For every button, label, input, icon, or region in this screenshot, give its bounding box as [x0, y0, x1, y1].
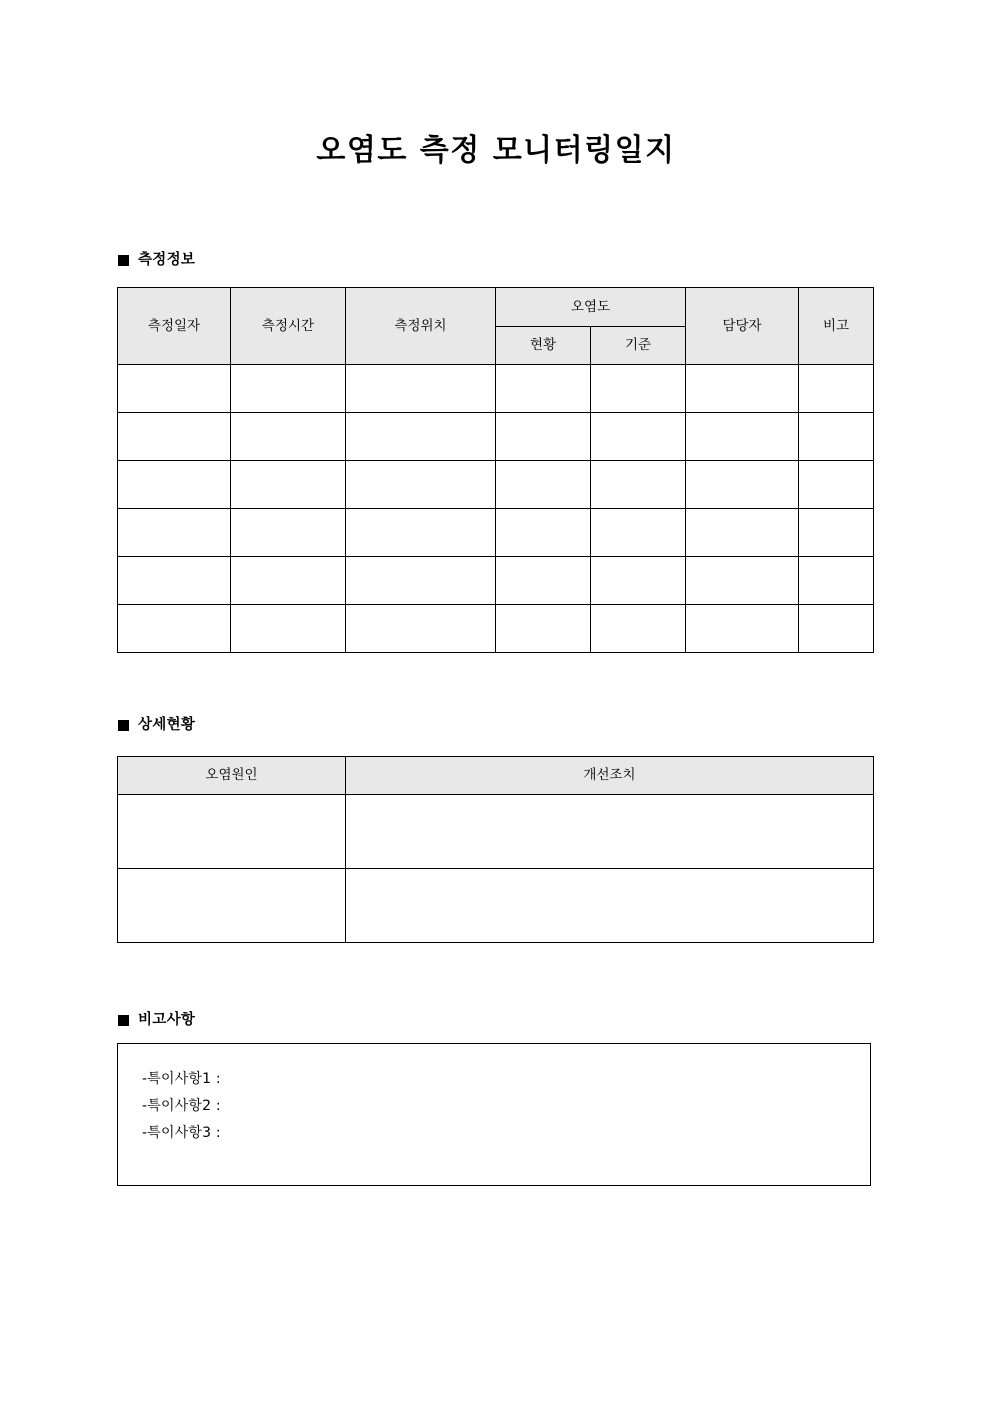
cell-measure-date[interactable] — [118, 365, 231, 413]
cell-measure-date[interactable] — [118, 605, 231, 653]
table-row — [118, 509, 874, 557]
col-header-manager: 담당자 — [686, 288, 799, 365]
cell-improvement-action[interactable] — [346, 869, 874, 943]
measurement-table-header — [118, 288, 874, 365]
cell-measure-time[interactable] — [231, 605, 346, 653]
cell-pollution-current[interactable] — [496, 365, 591, 413]
cell-measure-location[interactable] — [346, 605, 496, 653]
detail-table-body — [118, 795, 874, 943]
cell-measure-date[interactable] — [118, 557, 231, 605]
cell-measure-time[interactable] — [231, 365, 346, 413]
cell-manager[interactable] — [686, 461, 799, 509]
section-heading-measurement — [118, 253, 195, 268]
cell-pollution-current[interactable] — [496, 413, 591, 461]
col-header-measure-date: 측정일자 — [118, 288, 231, 365]
detail-table-header — [118, 757, 874, 795]
table-row — [118, 557, 874, 605]
cell-measure-time[interactable] — [231, 413, 346, 461]
cell-measure-location[interactable] — [346, 365, 496, 413]
measurement-table-body — [118, 365, 874, 653]
cell-pollution-standard[interactable] — [591, 605, 686, 653]
section-heading-label: 측정정보 — [138, 252, 196, 268]
cell-measure-location[interactable] — [346, 509, 496, 557]
cell-measure-location[interactable] — [346, 557, 496, 605]
cell-measure-time[interactable] — [231, 557, 346, 605]
cell-measure-date[interactable] — [118, 413, 231, 461]
square-bullet-icon — [118, 1015, 129, 1026]
cell-pollution-cause[interactable] — [118, 795, 346, 869]
cell-measure-date[interactable] — [118, 461, 231, 509]
col-header-improvement-action: 개선조치 — [346, 757, 874, 795]
cell-pollution-standard[interactable] — [591, 557, 686, 605]
col-header-pollution-cause: 오염원인 — [118, 757, 346, 795]
cell-measure-location[interactable] — [346, 413, 496, 461]
cell-manager[interactable] — [686, 557, 799, 605]
cell-manager[interactable] — [686, 365, 799, 413]
col-header-remark: 비고 — [799, 288, 874, 365]
detail-status-table — [117, 756, 874, 943]
notes-textarea[interactable] — [117, 1043, 871, 1186]
cell-measure-date[interactable] — [118, 509, 231, 557]
col-header-measure-time: 측정시간 — [231, 288, 346, 365]
cell-measure-time[interactable] — [231, 461, 346, 509]
table-row — [118, 365, 874, 413]
table-row — [118, 461, 874, 509]
cell-remark[interactable] — [799, 461, 874, 509]
cell-pollution-standard[interactable] — [591, 413, 686, 461]
section-heading-label: 상세현황 — [138, 717, 196, 733]
table-row — [118, 869, 874, 943]
cell-pollution-standard[interactable] — [591, 509, 686, 557]
cell-manager[interactable] — [686, 509, 799, 557]
table-header-row-top — [118, 288, 874, 327]
table-row — [118, 413, 874, 461]
cell-pollution-current[interactable] — [496, 605, 591, 653]
section-heading-notes — [118, 1013, 195, 1028]
cell-manager[interactable] — [686, 413, 799, 461]
col-header-pollution-current: 현황 — [496, 327, 591, 365]
cell-remark[interactable] — [799, 413, 874, 461]
table-header-row — [118, 757, 874, 795]
page-title: 오염도 측정 모니터링일지 — [316, 133, 676, 168]
cell-pollution-cause[interactable] — [118, 869, 346, 943]
table-row — [118, 795, 874, 869]
col-header-measure-location: 측정위치 — [346, 288, 496, 365]
cell-pollution-current[interactable] — [496, 461, 591, 509]
cell-remark[interactable] — [799, 509, 874, 557]
table-row — [118, 605, 874, 653]
cell-measure-location[interactable] — [346, 461, 496, 509]
cell-improvement-action[interactable] — [346, 795, 874, 869]
square-bullet-icon — [118, 255, 129, 266]
cell-remark[interactable] — [799, 365, 874, 413]
cell-measure-time[interactable] — [231, 509, 346, 557]
cell-pollution-standard[interactable] — [591, 365, 686, 413]
cell-remark[interactable] — [799, 557, 874, 605]
note-line-3: -특이사항3 : — [142, 1125, 221, 1141]
cell-remark[interactable] — [799, 605, 874, 653]
col-header-pollution-group: 오염도 — [496, 288, 686, 327]
cell-manager[interactable] — [686, 605, 799, 653]
note-line-1: -특이사항1 : — [142, 1071, 221, 1087]
col-header-pollution-standard: 기준 — [591, 327, 686, 365]
note-line-2: -특이사항2 : — [142, 1098, 221, 1114]
cell-pollution-current[interactable] — [496, 557, 591, 605]
square-bullet-icon — [118, 720, 129, 731]
cell-pollution-standard[interactable] — [591, 461, 686, 509]
measurement-info-table — [117, 287, 874, 653]
cell-pollution-current[interactable] — [496, 509, 591, 557]
section-heading-detail — [118, 718, 195, 733]
section-heading-label: 비고사항 — [138, 1012, 196, 1028]
